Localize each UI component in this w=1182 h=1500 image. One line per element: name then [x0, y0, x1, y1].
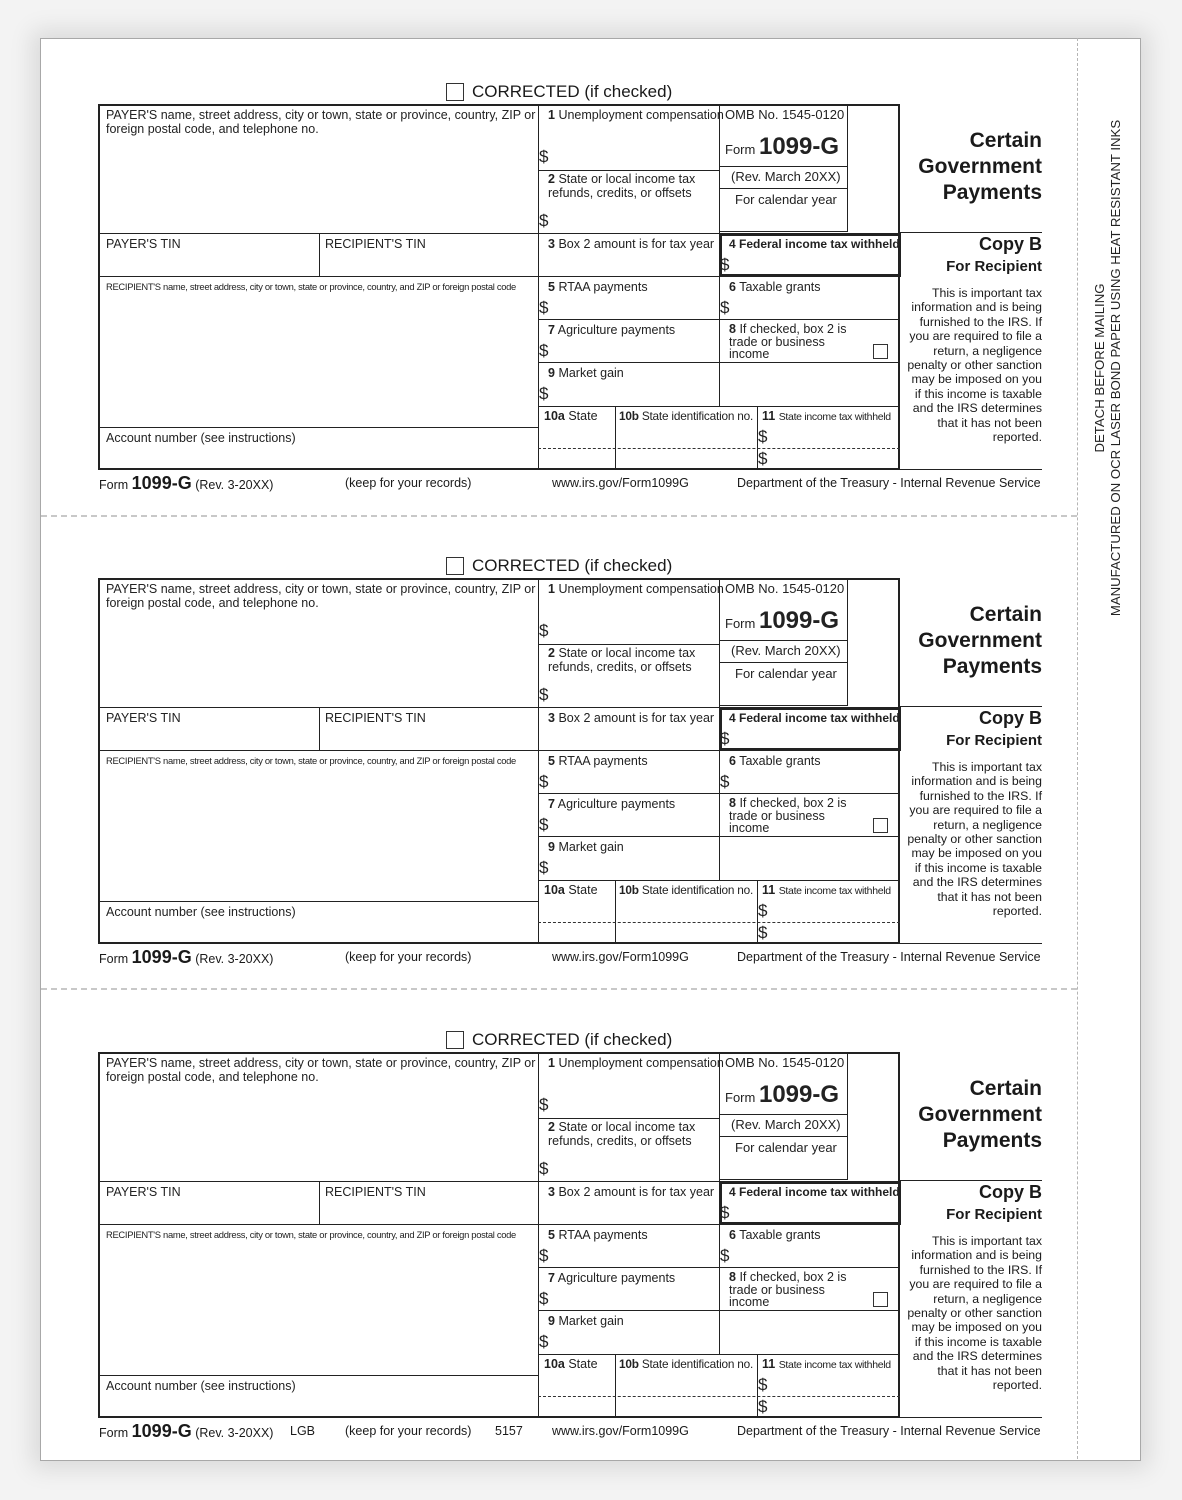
- form-id: Form 1099-G: [725, 1081, 840, 1108]
- box5-rtaa-field[interactable]: [552, 1243, 717, 1265]
- box1-unemployment-field[interactable]: [552, 1072, 717, 1116]
- for-recipient-label: For Recipient: [946, 1206, 1042, 1223]
- box10a-state-field-1[interactable]: [540, 904, 614, 921]
- box7-label: 7 Agriculture payments: [548, 797, 676, 811]
- payer-tin-label: PAYER'S TIN: [106, 237, 181, 251]
- recipient-name-label: RECIPIENT'S name, street address, city or town, state or province, country, and ZIP or foreign postal code: [106, 281, 516, 292]
- manufacturing-notice: MANUFACTURED ON OCR LASER BOND PAPER USING HEAT RESISTANT INKS: [1108, 119, 1123, 617]
- form-rule-line: [98, 1224, 538, 1225]
- form-rule-line: [98, 707, 538, 708]
- box9-dollar: $: [539, 384, 549, 403]
- box11-dollar-2: $: [758, 1397, 768, 1416]
- box10a-state-field-1[interactable]: [540, 430, 614, 447]
- recipient-notice: This is important tax information and is being furnished to the IRS. If you are required to file a return, a negligence penalty or other sanction may be imposed on you if this income is taxable and the IRS determines that it has not been reported.: [907, 1234, 1042, 1393]
- payer-tin-field[interactable]: [100, 1200, 317, 1222]
- form-rule-line: [319, 1181, 320, 1225]
- form-rule-line: [319, 233, 320, 277]
- box1-dollar: $: [539, 1095, 549, 1114]
- box3-tax-year-field[interactable]: [540, 726, 717, 748]
- recipient-tin-label: RECIPIENT'S TIN: [325, 711, 426, 725]
- form-rule-line: [538, 170, 719, 171]
- omb-number: OMB No. 1545-0120: [725, 107, 845, 122]
- box10a-label: 10a State: [544, 409, 598, 423]
- corrected-label: CORRECTED (if checked): [472, 556, 673, 575]
- box4-federal-tax-field[interactable]: [733, 726, 897, 748]
- payer-name-label: PAYER'S name, street address, city or town, state or province, country, ZIP or foreign postal code, and telephone no.: [106, 582, 536, 610]
- account-number-label: Account number (see instructions): [106, 1379, 296, 1393]
- box9-dollar: $: [539, 1332, 549, 1351]
- box3-tax-year-field[interactable]: [540, 1200, 717, 1222]
- box10b-label: 10b State identification no.: [619, 1357, 754, 1371]
- box8-trade-business-checkbox[interactable]: [873, 1292, 888, 1307]
- box10b-label: 10b State identification no.: [619, 883, 754, 897]
- form-revision: (Rev. March 20XX): [731, 643, 841, 658]
- box11-label: 11 State income tax withheld: [762, 883, 891, 897]
- box6-grants-field[interactable]: [733, 769, 897, 791]
- form-rule-line: [538, 836, 900, 837]
- box7-dollar: $: [539, 815, 549, 834]
- footer-form-id: Form 1099-G (Rev. 3-20XX): [99, 473, 274, 493]
- box7-agriculture-field[interactable]: [552, 1286, 717, 1308]
- payer-name-label: PAYER'S name, street address, city or town, state or province, country, ZIP or foreign postal code, and telephone no.: [106, 1056, 536, 1084]
- box2-label: 2 State or local income tax refunds, credits, or offsets: [548, 172, 696, 200]
- box10b-state-id-field-1[interactable]: [617, 1378, 756, 1395]
- account-number-field[interactable]: [100, 920, 536, 942]
- box2-dollar: $: [539, 1159, 549, 1178]
- box11-state-tax-field-1[interactable]: [772, 904, 898, 921]
- recipient-name-field[interactable]: [100, 1242, 536, 1373]
- payer-tin-label: PAYER'S TIN: [106, 1185, 181, 1199]
- box6-label: 6 Taxable grants: [729, 280, 821, 294]
- box3-label: 3 Box 2 amount is for tax year: [548, 237, 715, 251]
- form-rule-line: [538, 362, 900, 363]
- form-rule-line: [98, 1375, 538, 1376]
- box11-state-tax-field-2[interactable]: [772, 924, 898, 942]
- box2-dollar: $: [539, 211, 549, 230]
- box9-label: 9 Market gain: [548, 1314, 624, 1328]
- form-title: Certain Government Payments: [918, 1077, 1042, 1152]
- form-1099g-copy-1: [0, 0, 1182, 493]
- footer-department: Department of the Treasury - Internal Revenue Service: [737, 950, 1041, 964]
- box2-refunds-field[interactable]: [552, 202, 717, 231]
- omb-block: [719, 104, 848, 232]
- form-rule-line: [538, 1118, 719, 1119]
- footer-form-id: Form 1099-G (Rev. 3-20XX): [99, 947, 274, 967]
- box10b-label: 10b State identification no.: [619, 409, 754, 423]
- box4-federal-tax-field[interactable]: [733, 1200, 897, 1222]
- footer-code: LGB: [290, 1424, 316, 1438]
- payer-name-label: PAYER'S name, street address, city or town, state or province, country, ZIP or foreign postal code, and telephone no.: [106, 108, 536, 136]
- omb-block: [719, 578, 848, 706]
- omb-number: OMB No. 1545-0120: [725, 581, 845, 596]
- box9-market-gain-field[interactable]: [552, 855, 717, 877]
- box9-label: 9 Market gain: [548, 840, 624, 854]
- form-rule-line: [719, 188, 848, 189]
- form-rule-line: [538, 1310, 900, 1311]
- form-rule-line: [319, 707, 320, 751]
- form-rule-line: [719, 640, 848, 641]
- box6-dollar: $: [720, 772, 730, 791]
- box3-label: 3 Box 2 amount is for tax year: [548, 1185, 715, 1199]
- box5-rtaa-field[interactable]: [552, 295, 717, 317]
- box6-label: 6 Taxable grants: [729, 1228, 821, 1242]
- box6-label: 6 Taxable grants: [729, 754, 821, 768]
- form-rule-line: [98, 901, 538, 902]
- form-revision: (Rev. March 20XX): [731, 169, 841, 184]
- box1-unemployment-field[interactable]: [552, 124, 717, 168]
- recipient-name-label: RECIPIENT'S name, street address, city or town, state or province, country, and ZIP or foreign postal code: [106, 755, 516, 766]
- account-number-label: Account number (see instructions): [106, 905, 296, 919]
- calendar-year-label: For calendar year: [735, 666, 837, 681]
- payer-tin-label: PAYER'S TIN: [106, 711, 181, 725]
- recipient-notice: This is important tax information and is being furnished to the IRS. If you are required to file a return, a negligence penalty or other sanction may be imposed on you if this income is taxable and the IRS determines that it has not been reported.: [907, 286, 1042, 445]
- corrected-label: CORRECTED (if checked): [472, 1030, 673, 1049]
- box10a-label: 10a State: [544, 883, 598, 897]
- recipient-tin-field[interactable]: [321, 1200, 536, 1222]
- box10a-state-field-2[interactable]: [540, 924, 614, 942]
- form-rule-line: [719, 1136, 848, 1137]
- for-recipient-label: For Recipient: [946, 258, 1042, 275]
- box6-dollar: $: [720, 298, 730, 317]
- box11-dollar-2: $: [758, 449, 768, 468]
- corrected-checkbox[interactable]: [446, 557, 464, 575]
- box4-label: 4 Federal income tax withheld: [729, 237, 900, 251]
- recipient-tin-field[interactable]: [321, 726, 536, 748]
- detach-notice: DETACH BEFORE MAILING: [1092, 283, 1107, 453]
- form-rule-line: [719, 662, 848, 663]
- box2-label: 2 State or local income tax refunds, credits, or offsets: [548, 1120, 696, 1148]
- form-rule-line: [98, 276, 538, 277]
- recipient-notice: This is important tax information and is being furnished to the IRS. If you are required to file a return, a negligence penalty or other sanction may be imposed on you if this income is taxable and the IRS determines that it has not been reported.: [907, 760, 1042, 919]
- box3-label: 3 Box 2 amount is for tax year: [548, 711, 715, 725]
- box11-label: 11 State income tax withheld: [762, 1357, 891, 1371]
- bottom-rule: [900, 943, 1042, 944]
- form-rule-line: [719, 166, 848, 167]
- box11-dollar-2: $: [758, 923, 768, 942]
- footer-department: Department of the Treasury - Internal Revenue Service: [737, 1424, 1041, 1438]
- box7-agriculture-field[interactable]: [552, 812, 717, 834]
- form-rule-line: [538, 448, 900, 449]
- box5-dollar: $: [539, 1246, 549, 1265]
- box4-dollar: $: [720, 255, 730, 274]
- form-title: Certain Government Payments: [918, 603, 1042, 678]
- account-number-field[interactable]: [100, 446, 536, 468]
- footer-url-link[interactable]: www.irs.gov/Form1099G: [552, 1424, 689, 1438]
- box1-dollar: $: [539, 147, 549, 166]
- form-rule-line: [538, 1396, 900, 1397]
- box11-state-tax-field-2[interactable]: [772, 450, 898, 468]
- form-rule-line: [538, 1181, 719, 1182]
- form-rule-line: [615, 880, 616, 944]
- payer-tin-field[interactable]: [100, 726, 317, 748]
- box1-label: 1 Unemployment compensation: [548, 108, 724, 122]
- box10a-state-field-2[interactable]: [540, 450, 614, 468]
- box2-refunds-field[interactable]: [552, 1150, 717, 1179]
- form-rule-line: [538, 707, 719, 708]
- corrected-label: CORRECTED (if checked): [472, 82, 673, 101]
- box7-agriculture-field[interactable]: [552, 338, 717, 360]
- box2-dollar: $: [539, 685, 549, 704]
- recipient-tin-label: RECIPIENT'S TIN: [325, 1185, 426, 1199]
- form-rule-line: [538, 233, 719, 234]
- corrected-checkbox-row[interactable]: [446, 1030, 672, 1050]
- box8-trade-business-checkbox[interactable]: [873, 344, 888, 359]
- box5-label: 5 RTAA payments: [548, 1228, 648, 1242]
- box9-market-gain-field[interactable]: [552, 381, 717, 403]
- omb-number: OMB No. 1545-0120: [725, 1055, 845, 1070]
- box10b-state-id-field-2[interactable]: [617, 1398, 756, 1416]
- box1-label: 1 Unemployment compensation: [548, 582, 724, 596]
- recipient-tin-field[interactable]: [321, 252, 536, 274]
- omb-block: [719, 1052, 848, 1180]
- box3-tax-year-field[interactable]: [540, 252, 717, 274]
- box1-unemployment-field[interactable]: [552, 598, 717, 642]
- corrected-checkbox-row[interactable]: [446, 82, 672, 102]
- form-rule-line: [538, 880, 900, 881]
- footer-catalog-number: 5157: [495, 1424, 523, 1438]
- corrected-checkbox-row[interactable]: [446, 556, 672, 576]
- box1-dollar: $: [539, 621, 549, 640]
- footer-url-link[interactable]: www.irs.gov/Form1099G: [552, 476, 689, 490]
- box11-dollar-1: $: [758, 1375, 768, 1394]
- box5-label: 5 RTAA payments: [548, 754, 648, 768]
- recipient-name-field[interactable]: [100, 768, 536, 899]
- corrected-checkbox[interactable]: [446, 83, 464, 101]
- form-rule-line: [98, 233, 538, 234]
- form-rule-line: [538, 793, 900, 794]
- box9-label: 9 Market gain: [548, 366, 624, 380]
- form-rule-line: [538, 644, 719, 645]
- form-rule-line: [615, 406, 616, 470]
- box11-state-tax-field-1[interactable]: [772, 430, 898, 447]
- footer-department: Department of the Treasury - Internal Revenue Service: [737, 476, 1041, 490]
- form-revision: (Rev. March 20XX): [731, 1117, 841, 1132]
- form-rule-line: [538, 406, 900, 407]
- box2-label: 2 State or local income tax refunds, credits, or offsets: [548, 646, 696, 674]
- for-recipient-label: For Recipient: [946, 732, 1042, 749]
- box11-label: 11 State income tax withheld: [762, 409, 891, 423]
- payer-name-field[interactable]: [100, 136, 536, 231]
- box8-label: 8 If checked, box 2 is trade or business income: [729, 1270, 847, 1309]
- recipient-name-field[interactable]: [100, 294, 536, 425]
- recipient-name-label: RECIPIENT'S name, street address, city or town, state or province, country, and ZIP or foreign postal code: [106, 1229, 516, 1240]
- box8-label: 8 If checked, box 2 is trade or business income: [729, 322, 847, 361]
- box4-dollar: $: [720, 729, 730, 748]
- box5-dollar: $: [539, 298, 549, 317]
- footer-keep-records: (keep for your records): [345, 950, 472, 964]
- copy-label: Copy B: [979, 708, 1042, 728]
- bottom-rule: [900, 1417, 1042, 1418]
- box10a-state-field-2[interactable]: [540, 1398, 614, 1416]
- box10b-state-id-field-2[interactable]: [617, 924, 756, 942]
- form-rule-line: [538, 922, 900, 923]
- box5-rtaa-field[interactable]: [552, 769, 717, 791]
- form-id: Form 1099-G: [725, 607, 840, 634]
- copy-label: Copy B: [979, 1182, 1042, 1202]
- form-rule-line: [538, 1354, 900, 1355]
- box10a-state-field-1[interactable]: [540, 1378, 614, 1395]
- form-rule-line: [98, 750, 538, 751]
- calendar-year-label: For calendar year: [735, 192, 837, 207]
- payer-name-field[interactable]: [100, 1084, 536, 1179]
- payer-tin-field[interactable]: [100, 252, 317, 274]
- box9-dollar: $: [539, 858, 549, 877]
- form-rule-line: [98, 427, 538, 428]
- account-number-field[interactable]: [100, 1394, 536, 1416]
- box1-label: 1 Unemployment compensation: [548, 1056, 724, 1070]
- box6-grants-field[interactable]: [733, 295, 897, 317]
- box5-dollar: $: [539, 772, 549, 791]
- copy-label: Copy B: [979, 234, 1042, 254]
- calendar-year-label: For calendar year: [735, 1140, 837, 1155]
- recipient-tin-label: RECIPIENT'S TIN: [325, 237, 426, 251]
- box7-label: 7 Agriculture payments: [548, 323, 676, 337]
- box4-federal-tax-field[interactable]: [733, 252, 897, 274]
- box6-grants-field[interactable]: [733, 1243, 897, 1265]
- box4-dollar: $: [720, 1203, 730, 1222]
- form-rule-line: [538, 319, 900, 320]
- footer-url-link[interactable]: www.irs.gov/Form1099G: [552, 950, 689, 964]
- box10b-state-id-field-2[interactable]: [617, 450, 756, 468]
- box7-dollar: $: [539, 341, 549, 360]
- box11-dollar-1: $: [758, 901, 768, 920]
- box9-market-gain-field[interactable]: [552, 1329, 717, 1351]
- form-rule-line: [538, 1267, 900, 1268]
- form-1099g-copy-2: [0, 474, 1182, 967]
- box10b-state-id-field-1[interactable]: [617, 430, 756, 447]
- box4-label: 4 Federal income tax withheld: [729, 711, 900, 725]
- box2-refunds-field[interactable]: [552, 676, 717, 705]
- box7-dollar: $: [539, 1289, 549, 1308]
- form-rule-line: [98, 1181, 538, 1182]
- box6-dollar: $: [720, 1246, 730, 1265]
- bottom-rule: [900, 469, 1042, 470]
- corrected-checkbox[interactable]: [446, 1031, 464, 1049]
- account-number-label: Account number (see instructions): [106, 431, 296, 445]
- form-title: Certain Government Payments: [918, 129, 1042, 204]
- payer-name-field[interactable]: [100, 610, 536, 705]
- box11-state-tax-field-2[interactable]: [772, 1398, 898, 1416]
- box8-trade-business-checkbox[interactable]: [873, 818, 888, 833]
- box5-label: 5 RTAA payments: [548, 280, 648, 294]
- box11-dollar-1: $: [758, 427, 768, 446]
- form-id: Form 1099-G: [725, 133, 840, 160]
- form-1099g-copy-3: [0, 948, 1182, 1441]
- box7-label: 7 Agriculture payments: [548, 1271, 676, 1285]
- box10b-state-id-field-1[interactable]: [617, 904, 756, 921]
- box4-label: 4 Federal income tax withheld: [729, 1185, 900, 1199]
- footer-keep-records: (keep for your records): [345, 1424, 472, 1438]
- form-rule-line: [719, 1114, 848, 1115]
- footer-form-id: Form 1099-G (Rev. 3-20XX): [99, 1421, 274, 1441]
- box8-label: 8 If checked, box 2 is trade or business income: [729, 796, 847, 835]
- box10a-label: 10a State: [544, 1357, 598, 1371]
- form-rule-line: [615, 1354, 616, 1418]
- footer-keep-records: (keep for your records): [345, 476, 472, 490]
- box11-state-tax-field-1[interactable]: [772, 1378, 898, 1395]
